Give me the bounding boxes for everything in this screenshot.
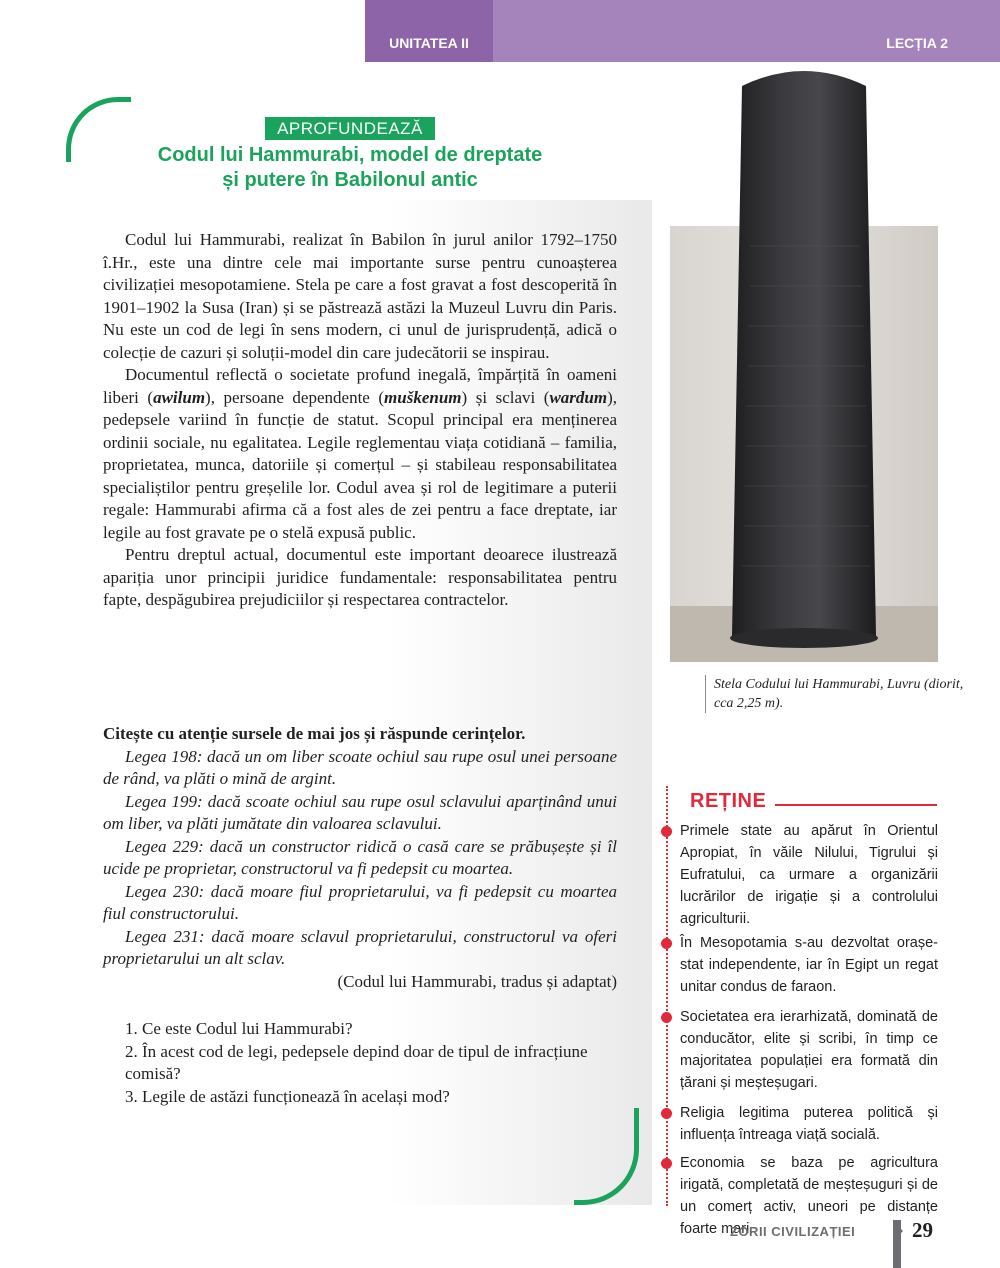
sources-instruction: Citește cu atenție sursele de mai jos și răspunde cerințelor. bbox=[103, 724, 526, 743]
section-badge: APROFUNDEAZĂ bbox=[265, 117, 435, 140]
retine-rule bbox=[775, 804, 937, 806]
text-run: ), pedepsele variind în funcție de statut. Scopul principal era menținerea ordinii sociale, nu egalitatea. Legile reglementau viața cotidiană – familia, proprietatea, munca, datoriile și comerțul – și stabileau responsabilitatea specialiștilor pentru greșelile lor. Codul avea și rol de legitimare a puterii regale: Hammurabi afirma că a fost ales de zei pentru a face dreptate, iar legile au fost gravate pe o stelă expusă public. bbox=[103, 387, 617, 542]
summary-text: Societatea era ierarhizată, dominată de conducător, elite și scribi, în timp ce majoritatea populației era formată din țărani și meșteșugari. bbox=[680, 1009, 938, 1091]
summary-item bbox=[680, 820, 938, 930]
section-title bbox=[140, 143, 560, 193]
text-run: ) și sclavi ( bbox=[461, 387, 550, 407]
article-body bbox=[103, 229, 617, 612]
dotted-divider bbox=[666, 786, 668, 1206]
law-item: Legea 230: dacă moare fiul proprietarului, va fi pedepsit cu moartea fiul constructorului. bbox=[103, 881, 617, 923]
law-item: Legea 231: dacă moare sclavul proprietarului, constructorul va oferi proprietarului un alt sclav. bbox=[103, 926, 617, 968]
term-muskenum: muškenum bbox=[384, 387, 462, 407]
law-item: Legea 198: dacă un om liber scoate ochiul sau rupe osul unei persoane de rând, va plăti o mină de argint. bbox=[103, 746, 617, 788]
page-header bbox=[365, 0, 1000, 62]
source-citation: (Codul lui Hammurabi, tradus și adaptat) bbox=[337, 971, 617, 991]
summary-item bbox=[680, 1102, 938, 1146]
sources-block bbox=[103, 723, 617, 993]
questions-list bbox=[103, 1018, 617, 1108]
lesson-label: LECȚIA 2 bbox=[886, 35, 948, 51]
text-run: Documentul reflectă o societate profund inegală, împărțită în oameni liberi ( bbox=[103, 365, 617, 407]
page-number: 29 bbox=[912, 1218, 933, 1242]
footer-arrow-icon bbox=[893, 1221, 903, 1241]
summary-text: Economia se baza pe agricultura irigată, completată de meșteșuguri și de un comerț activ, uneori pe distanțe foarte mari. bbox=[680, 1155, 938, 1237]
paragraph: Pentru dreptul actual, documentul este important deoarece ilustrează apariția unor principii juridice fundamentale: responsabilitatea pentru fapte, despăgubirea prejudiciilor și respectarea contractelor. bbox=[103, 545, 617, 609]
title-line: și putere în Babilonul antic bbox=[222, 169, 478, 191]
law-item: Legea 199: dacă scoate ochiul sau rupe osul sclavului aparținând unui om liber, va plăti jumătate din valoarea sclavului. bbox=[103, 791, 617, 833]
unit-label: UNITATEA II bbox=[365, 0, 493, 62]
bullet-icon bbox=[661, 1012, 672, 1023]
term-awilum: awilum bbox=[153, 387, 206, 407]
paragraph: Codul lui Hammurabi, realizat în Babilon în jurul anilor 1792–1750 î.Hr., este una dintre cele mai importante surse pentru cunoașterea civilizației mesopotamiene. Stela pe care a fost gravat a fost descoperită în 1901–1902 la Susa (Iran) și se păstrează astăzi la Muzeul Luvru din Paris. Nu este un cod de legi în sens modern, ci unul de jurisprudență, adică o colecție de cazuri și soluții-model din care judecătorii se inspirau. bbox=[103, 230, 617, 362]
summary-text: În Mesopotamia s-au dezvoltat orașe-stat independente, iar în Egipt un regat unitar condus de faraon. bbox=[680, 935, 938, 995]
corner-bracket-top bbox=[66, 97, 131, 162]
question-item: 1. Ce este Codul lui Hammurabi? bbox=[125, 1019, 353, 1038]
paragraph bbox=[103, 364, 617, 544]
law-item: Legea 229: dacă un constructor ridică o casă care se prăbușește și îl ucide pe proprietar, constructorul va fi pedepsit cu moartea. bbox=[103, 836, 617, 878]
summary-text: Religia legitima puterea politică și influența întreaga viață socială. bbox=[680, 1105, 938, 1143]
bullet-icon bbox=[661, 1158, 672, 1169]
summary-item bbox=[680, 932, 938, 998]
title-line: Codul lui Hammurabi, model de dreptate bbox=[157, 144, 543, 166]
chapter-label: ZORII CIVILIZAȚIEI bbox=[730, 1224, 856, 1239]
question-item: 3. Legile de astăzi funcționează în același mod? bbox=[125, 1086, 450, 1106]
bullet-icon bbox=[661, 938, 672, 949]
text-run: ), persoane dependente ( bbox=[205, 387, 385, 407]
bullet-icon bbox=[661, 1108, 672, 1119]
term-wardum: wardum bbox=[549, 387, 608, 407]
stele-photo bbox=[670, 226, 938, 662]
summary-text: Primele state au apărut în Orientul Apropiat, în văile Nilului, Tigrului și Eufratului, ca urmare a organizării lucrărilor de irigație și a controlului agriculturii. bbox=[680, 823, 938, 927]
image-caption: Stela Codului lui Hammurabi, Luvru (diorit, cca 2,25 m). bbox=[705, 675, 964, 713]
retine-title: REȚINE bbox=[690, 790, 767, 812]
summary-item bbox=[680, 1006, 938, 1094]
question-item: 2. În acest cod de legi, pedepsele depind doar de tipul de infracțiune comisă? bbox=[125, 1041, 588, 1083]
bullet-icon bbox=[661, 826, 672, 837]
